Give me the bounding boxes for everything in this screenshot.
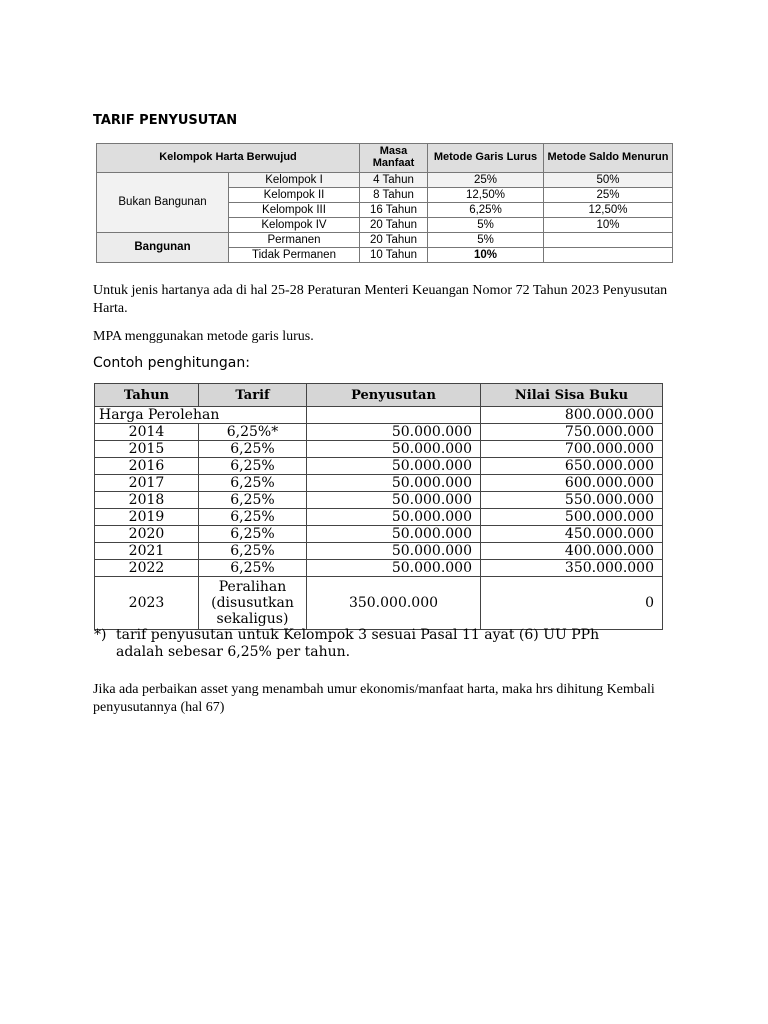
saldo-cell — [544, 248, 673, 263]
table-row — [95, 543, 663, 560]
harga-perolehan-label: Harga Perolehan — [95, 407, 307, 424]
kelompok-cell: Kelompok II — [229, 188, 360, 203]
tarif-header-kelompok: Kelompok Harta Berwujud — [97, 144, 360, 173]
harga-perolehan-row — [95, 407, 663, 424]
garis-cell: 12,50% — [428, 188, 544, 203]
garis-cell: 10% — [428, 248, 544, 263]
nilai-cell: 500.000.000 — [481, 509, 663, 526]
garis-cell: 5% — [428, 233, 544, 248]
kelompok-cell: Kelompok IV — [229, 218, 360, 233]
tahun-cell: 2019 — [95, 509, 199, 526]
nilai-cell: 400.000.000 — [481, 543, 663, 560]
tarif-header-saldo: Metode Saldo Menurun — [544, 144, 673, 173]
nilai-cell: 450.000.000 — [481, 526, 663, 543]
nilai-cell: 700.000.000 — [481, 441, 663, 458]
table-row — [95, 441, 663, 458]
tarif-cell: 6,25% — [199, 526, 307, 543]
tarif-cell: 6,25% — [199, 560, 307, 577]
harga-perolehan-empty — [307, 407, 481, 424]
footnote-line-1 — [94, 627, 674, 644]
page-heading: TARIF PENYUSUTAN — [93, 113, 238, 128]
tarif-cell: 6,25% — [199, 509, 307, 526]
penyusutan-cell: 50.000.000 — [307, 543, 481, 560]
table-row — [95, 526, 663, 543]
tarif-header-masa: Masa Manfaat — [360, 144, 428, 173]
tarif-header-row — [97, 144, 673, 173]
tahun-cell: 2022 — [95, 560, 199, 577]
contoh-header-tahun: Tahun — [95, 384, 199, 407]
tarif-peralihan-cell — [199, 577, 307, 630]
tarif-cell: 6,25% — [199, 543, 307, 560]
nilai-cell: 550.000.000 — [481, 492, 663, 509]
penyusutan-cell: 50.000.000 — [307, 458, 481, 475]
contoh-table — [94, 383, 663, 630]
footnote-mark: *) — [94, 627, 107, 643]
tarif-header-garis: Metode Garis Lurus — [428, 144, 544, 173]
contoh-header-tarif: Tarif — [199, 384, 307, 407]
group-label: Bukan Bangunan — [97, 173, 229, 233]
tahun-cell: 2023 — [95, 577, 199, 630]
tahun-cell: 2014 — [95, 424, 199, 441]
penyusutan-cell: 50.000.000 — [307, 424, 481, 441]
saldo-cell: 50% — [544, 173, 673, 188]
paragraph-metode: MPA menggunakan metode garis lurus. — [93, 329, 314, 344]
masa-cell: 10 Tahun — [360, 248, 428, 263]
nilai-cell: 0 — [481, 577, 663, 630]
saldo-cell: 10% — [544, 218, 673, 233]
tahun-cell: 2018 — [95, 492, 199, 509]
saldo-cell: 25% — [544, 188, 673, 203]
peralihan-line: Peralihan — [218, 579, 287, 595]
garis-cell: 6,25% — [428, 203, 544, 218]
table-row — [95, 560, 663, 577]
paragraph-perbaikan: Jika ada perbaikan asset yang menambah umur ekonomis/manfaat harta, maka hrs dihitung Kembali penyusutannya (hal 67) — [93, 682, 655, 715]
masa-cell: 16 Tahun — [360, 203, 428, 218]
paragraph-jenis-harta: Untuk jenis hartanya ada di hal 25-28 Peraturan Menteri Keuangan Nomor 72 Tahun 2023 Penyusutan Harta. — [93, 283, 668, 316]
penyusutan-cell: 50.000.000 — [307, 441, 481, 458]
contoh-label: Contoh penghitungan: — [93, 355, 250, 371]
tarif-cell: 6,25% — [199, 441, 307, 458]
masa-cell: 8 Tahun — [360, 188, 428, 203]
penyusutan-cell: 50.000.000 — [307, 526, 481, 543]
table-row-peralihan — [95, 577, 663, 630]
tahun-cell: 2020 — [95, 526, 199, 543]
footnote-text-2: adalah sebesar 6,25% per tahun. — [116, 644, 351, 660]
tahun-cell: 2015 — [95, 441, 199, 458]
nilai-cell: 600.000.000 — [481, 475, 663, 492]
contoh-header-row — [95, 384, 663, 407]
penyusutan-cell: 350.000.000 — [307, 577, 481, 630]
table-row — [95, 475, 663, 492]
nilai-cell: 750.000.000 — [481, 424, 663, 441]
table-row — [97, 233, 673, 248]
footnote-text-1: tarif penyusutan untuk Kelompok 3 sesuai Pasal 11 ayat (6) UU PPh — [116, 627, 600, 643]
tarif-cell: 6,25% — [199, 475, 307, 492]
masa-cell: 20 Tahun — [360, 233, 428, 248]
tarif-cell: 6,25% — [199, 492, 307, 509]
saldo-cell — [544, 233, 673, 248]
peralihan-line: (disusutkan — [211, 595, 294, 611]
kelompok-cell: Tidak Permanen — [229, 248, 360, 263]
tahun-cell: 2021 — [95, 543, 199, 560]
peralihan-line: sekaligus) — [216, 611, 289, 627]
table-row — [95, 509, 663, 526]
table-row — [95, 492, 663, 509]
masa-cell: 20 Tahun — [360, 218, 428, 233]
penyusutan-cell: 50.000.000 — [307, 560, 481, 577]
harga-perolehan-nilai: 800.000.000 — [481, 407, 663, 424]
penyusutan-cell: 50.000.000 — [307, 492, 481, 509]
tahun-cell: 2017 — [95, 475, 199, 492]
kelompok-cell: Kelompok I — [229, 173, 360, 188]
masa-cell: 4 Tahun — [360, 173, 428, 188]
tarif-cell: 6,25%* — [199, 424, 307, 441]
garis-cell: 25% — [428, 173, 544, 188]
tarif-cell: 6,25% — [199, 458, 307, 475]
contoh-header-penyusutan: Penyusutan — [307, 384, 481, 407]
tarif-table — [96, 143, 673, 263]
tahun-cell: 2016 — [95, 458, 199, 475]
garis-cell: 5% — [428, 218, 544, 233]
kelompok-cell: Permanen — [229, 233, 360, 248]
penyusutan-cell: 50.000.000 — [307, 475, 481, 492]
table-row — [95, 424, 663, 441]
contoh-header-nilai: Nilai Sisa Buku — [481, 384, 663, 407]
nilai-cell: 350.000.000 — [481, 560, 663, 577]
penyusutan-cell: 50.000.000 — [307, 509, 481, 526]
table-row — [95, 458, 663, 475]
group-label: Bangunan — [97, 233, 229, 263]
kelompok-cell: Kelompok III — [229, 203, 360, 218]
footnote — [94, 627, 674, 661]
table-row — [97, 173, 673, 188]
nilai-cell: 650.000.000 — [481, 458, 663, 475]
saldo-cell: 12,50% — [544, 203, 673, 218]
